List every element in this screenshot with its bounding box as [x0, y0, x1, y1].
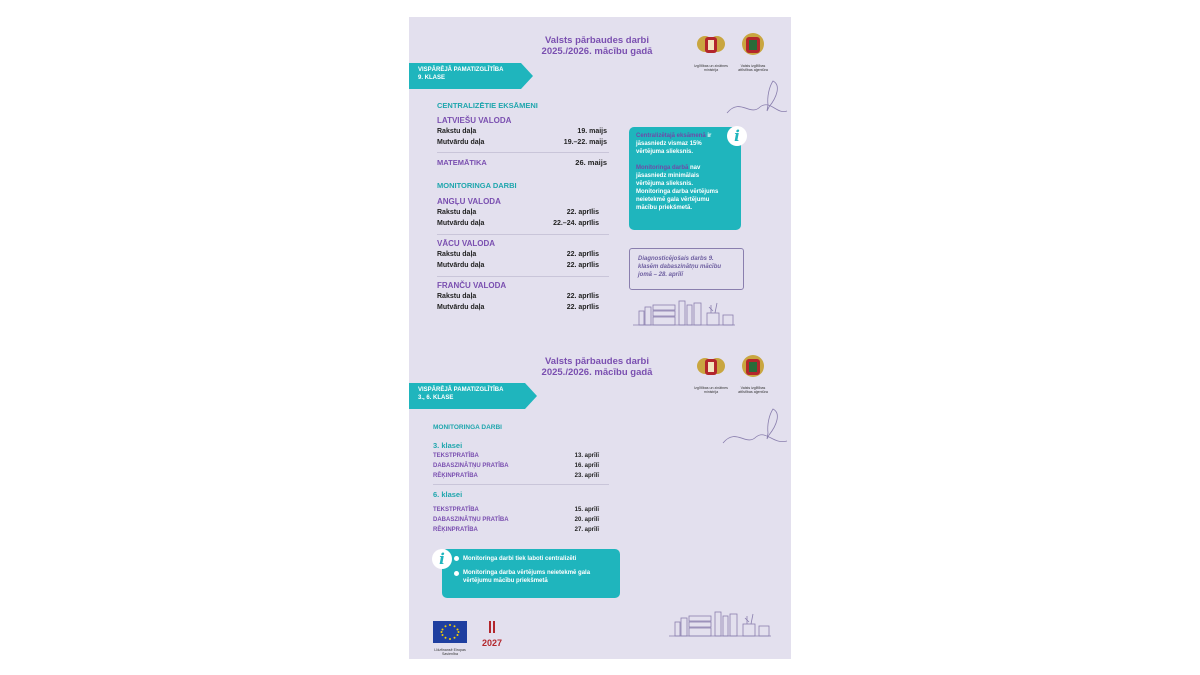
- info-bullet-1: [454, 555, 612, 563]
- coat-of-arms-icon: [736, 31, 770, 59]
- ribbon-line2: 9. KLASE: [418, 75, 446, 81]
- divider: [437, 276, 609, 277]
- ministry-logo-caption: Izglītības un zinātnes ministrija: [694, 64, 728, 72]
- row-label: Rakstu daļa: [437, 128, 477, 135]
- info-text-1: ir jāsasniedz vismaz 15% vērtējuma slieksnis.: [636, 133, 712, 155]
- grade3-rows: [433, 451, 599, 481]
- grade-ribbon-2: [409, 383, 525, 409]
- row-date: 15. aprīlī: [574, 507, 599, 513]
- info-paragraph-2: [636, 164, 728, 212]
- logo-2027-text: 2027: [481, 638, 503, 648]
- row-label: Mutvārdu daļa: [437, 304, 485, 311]
- english-heading: ANGĻU VALODA: [437, 197, 501, 206]
- ribbon-line1: VISPĀRĒJĀ PAMATIZGLĪTĪBA: [418, 387, 504, 393]
- bookshelf-icon: [631, 295, 737, 329]
- grade6-rows: [433, 505, 599, 535]
- ministry-logo-caption: Izglītības un zinātnes ministrija: [694, 386, 728, 394]
- english-rows: [437, 207, 599, 229]
- agency-logo: [736, 31, 770, 72]
- info-highlight-2: Monitoringa darbā: [636, 165, 689, 171]
- eu-logo: [433, 621, 467, 656]
- row-label: Rakstu daļa: [437, 209, 477, 216]
- row-date: 27. aprīlī: [574, 527, 599, 533]
- info-bullet-2: [454, 569, 612, 585]
- row-date: 22. aprīlis: [566, 293, 599, 300]
- math-date: 26. maijs: [575, 158, 607, 167]
- row-date: 22. aprīlis: [566, 304, 599, 311]
- row-label: Rakstu daļa: [437, 293, 477, 300]
- row-date: 20. aprīlī: [574, 517, 599, 523]
- coat-of-arms-icon: [693, 31, 729, 59]
- row-label: Rakstu daļa: [437, 251, 477, 258]
- row-date: 16. aprīlī: [574, 463, 599, 469]
- bookshelf-icon: [667, 604, 773, 640]
- title-line2: 2025./2026. mācību gadā: [541, 367, 653, 378]
- info-highlight-1: Centralizētajā eksāmenā: [636, 133, 706, 139]
- latvian-rows: [437, 126, 607, 148]
- table-row: [437, 137, 607, 148]
- ministry-logo-2: [693, 353, 729, 394]
- german-heading: VĀCU VALODA: [437, 239, 496, 248]
- table-row: [437, 249, 599, 260]
- row-date: 22. aprīlis: [566, 209, 599, 216]
- ribbon-line2: 3., 6. KLASE: [418, 395, 454, 401]
- title-line2: 2025./2026. mācību gadā: [541, 46, 653, 57]
- page-title-2: [522, 356, 672, 378]
- agency-logo-2: [736, 353, 770, 394]
- math-heading: MATEMĀTIKA: [437, 158, 487, 167]
- coat-of-arms-icon: [693, 353, 729, 381]
- row-label: DABASZINĀTŅU PRATĪBA: [433, 517, 509, 523]
- eu-flag-icon: [433, 621, 467, 643]
- row-label: TEKSTPRATĪBA: [433, 507, 479, 513]
- row-date: 23. aprīlī: [574, 473, 599, 479]
- row-date: 13. aprīlī: [574, 453, 599, 459]
- row-date: 22.–24. aprīlis: [553, 220, 599, 227]
- monitoring-heading-2: MONITORINGA DARBI: [433, 424, 502, 431]
- info-paragraph-1: [636, 132, 716, 156]
- divider: [437, 234, 609, 235]
- row-label: DABASZINĀTŅU PRATĪBA: [433, 463, 509, 469]
- row-label: Mutvārdu daļa: [437, 139, 485, 146]
- ribbon-line1: VISPĀRĒJĀ PAMATIZGLĪTĪBA: [418, 67, 504, 73]
- feather-pen-icon: [725, 77, 789, 119]
- bullet-text: Monitoringa darbi tiek laboti centralizēti: [463, 556, 577, 562]
- table-row: [433, 525, 599, 535]
- feather-pen-icon: [721, 405, 789, 449]
- title-line1: Valsts pārbaudes darbi: [544, 356, 649, 367]
- info-box: [629, 127, 741, 230]
- table-row: [437, 207, 599, 218]
- eu-caption: Līdzfinansē Eiropas Savienība: [434, 648, 466, 656]
- agency-logo-caption: Valsts izglītības attīstības aģentūra: [738, 386, 768, 394]
- table-row: [433, 505, 599, 515]
- row-date: 19.–22. maijs: [563, 139, 607, 146]
- info-icon: i: [432, 549, 452, 569]
- row-label: Mutvārdu daļa: [437, 262, 485, 269]
- row-label: TEKSTPRATĪBA: [433, 453, 479, 459]
- poster: [409, 17, 791, 659]
- table-row: [433, 461, 599, 471]
- grade6-heading: 6. klasei: [433, 490, 463, 499]
- math-row: [437, 158, 607, 167]
- diagnostic-note: Diagnosticējošais darbs 9. klasēm dabaszinātņu mācību jomā – 28. aprīlī: [629, 248, 744, 290]
- info-box-2: [442, 549, 620, 598]
- table-row: [433, 471, 599, 481]
- bullet-text: Monitoringa darba vērtējums neietekmē gala vērtējumu mācību priekšmetā: [463, 570, 591, 584]
- row-date: 19. maijs: [577, 128, 607, 135]
- divider: [437, 152, 609, 153]
- table-row: [437, 291, 599, 302]
- coat-of-arms-icon: [736, 353, 770, 381]
- row-label: RĒĶINPRATĪBA: [433, 473, 478, 479]
- french-rows: [437, 291, 599, 313]
- latvian-heading: LATVIEŠU VALODA: [437, 116, 512, 125]
- grade3-heading: 3. klasei: [433, 441, 463, 450]
- table-row: [433, 515, 599, 525]
- table-row: [437, 218, 599, 229]
- row-label: Mutvārdu daļa: [437, 220, 485, 227]
- nap-logo-icon: [479, 619, 505, 633]
- divider: [433, 484, 609, 485]
- monitoring-heading: MONITORINGA DARBI: [437, 181, 517, 190]
- german-rows: [437, 249, 599, 271]
- table-row: [437, 126, 607, 137]
- info-icon: i: [727, 126, 747, 146]
- table-row: [437, 260, 599, 271]
- row-date: 22. aprīlis: [566, 262, 599, 269]
- grade-ribbon: [409, 63, 521, 89]
- central-exams-heading: CENTRALIZĒTIE EKSĀMENI: [437, 101, 538, 110]
- row-date: 22. aprīlis: [566, 251, 599, 258]
- row-label: RĒĶINPRATĪBA: [433, 527, 478, 533]
- table-row: [433, 451, 599, 461]
- agency-logo-caption: Valsts izglītības attīstības aģentūra: [738, 64, 768, 72]
- ministry-logo: [693, 31, 729, 72]
- logo-2027: [479, 619, 505, 648]
- table-row: [437, 302, 599, 313]
- french-heading: FRANČU VALODA: [437, 281, 507, 290]
- page-title: [522, 35, 672, 57]
- info-text-2: nav jāsasniedz minimālais vērtējuma slieksnis. Monitoringa darba vērtējums neietekmē gala vērtējumu mācību priekšmetā.: [636, 165, 719, 211]
- title-line1: Valsts pārbaudes darbi: [544, 35, 649, 46]
